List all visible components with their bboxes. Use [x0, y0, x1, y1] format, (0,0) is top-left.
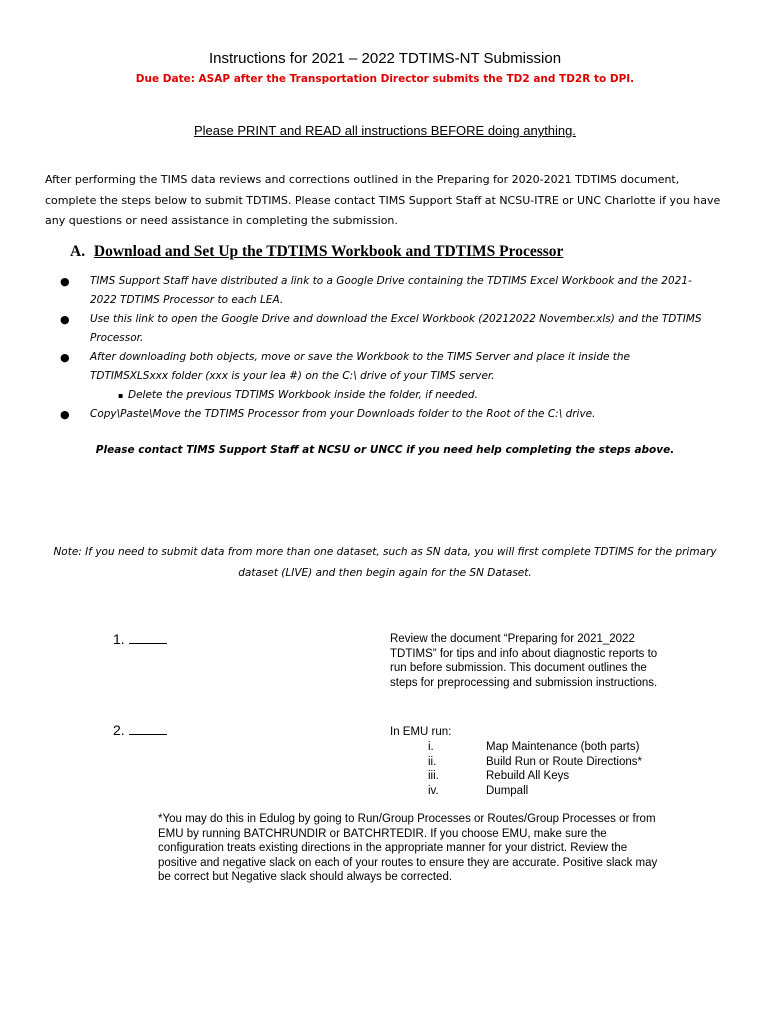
- bullet-icon: ●: [60, 275, 70, 288]
- step-2-text: In EMU run:: [390, 726, 452, 738]
- emu-run-list: [390, 740, 690, 798]
- list-item: ● Use this link to open the Google Drive and download the Excel Workbook (20212022 November.xls) and the TDTIMS Processor.: [60, 310, 710, 348]
- list-item: iv. Dumpall: [428, 784, 529, 797]
- list-item: ● Copy\Paste\Move the TDTIMS Processor from your Downloads folder to the Root of the C:\ drive.: [60, 405, 710, 424]
- step-1-text: Review the document “Preparing for 2021_2022 TDTIMS” for tips and info about diagnostic reports to run before submission. This document outlines the steps for preprocessing and submission instructions.: [390, 633, 658, 689]
- bullet-icon: ●: [60, 313, 70, 326]
- checkbox-blank-line: [129, 723, 167, 735]
- print-note: Please PRINT and READ all instructions BEFORE doing anything.: [194, 123, 576, 138]
- bullet-icon: ●: [60, 351, 70, 364]
- dataset-note: Note: If you need to submit data from more than one dataset, such as SN data, you will first complete TDTIMS for the primary dataset (LIVE) and then begin again for the SN Dataset.: [53, 546, 717, 579]
- checkbox-blank-line: [129, 632, 167, 644]
- section-letter: A.: [70, 243, 86, 260]
- square-bullet-icon: ▪: [118, 391, 124, 400]
- footnote: *You may do this in Edulog by going to Run/Group Processes or Routes/Group Processes or from EMU by running BATCHRUNDIR or BATCHRTEDIR. If you choose EMU, make sure the configuration treats existing directions in the appropriate manner for your district. Review the positive and negative slack on each of your routes to ensure they are accurate. Positive slack may be correct but Negative slack should always be corrected.: [158, 813, 658, 883]
- list-item: ii. Build Run or Route Directions*: [428, 755, 642, 768]
- section-title: Download and Set Up the TDTIMS Workbook and TDTIMS Processor: [93, 243, 564, 260]
- contact-note: Please contact TIMS Support Staff at NCSU or UNCC if you need help completing the steps above.: [95, 444, 675, 456]
- section-a-bullets: [60, 272, 710, 424]
- list-item: ● After downloading both objects, move or save the Workbook to the TIMS Server and place it inside the TDTIMSXLSxxx folder (xxx is your lea #) on the C:\ drive of your TIMS server.: [60, 348, 710, 386]
- step-2-number: 2.: [113, 722, 167, 738]
- section-a-heading: [70, 243, 710, 261]
- document-title: Instructions for 2021 – 2022 TDTIMS-NT Submission: [208, 50, 562, 67]
- bullet-icon: ●: [60, 408, 70, 421]
- step-1-number: 1.: [113, 631, 167, 647]
- intro-paragraph: After performing the TIMS data reviews and corrections outlined in the Preparing for 2020-2021 TDTIMS document, complete the steps below to submit TDTIMS. Please contact TIMS Support Staff at NCSU-ITRE or UNC Charlotte if you have any questions or need assistance in completing the submission.: [45, 173, 721, 227]
- list-item: ● TIMS Support Staff have distributed a link to a Google Drive containing the TDTIMS Excel Workbook and the 2021-2022 TDTIMS Processor to each LEA.: [60, 272, 710, 310]
- list-item: i. Map Maintenance (both parts): [428, 741, 640, 753]
- list-item: iii. Rebuild All Keys: [428, 770, 570, 782]
- sub-list-item: ▪ Delete the previous TDTIMS Workbook inside the folder, if needed.: [60, 386, 710, 405]
- due-date: Due Date: ASAP after the Transportation Director submits the TD2 and TD2R to DPI.: [135, 73, 635, 85]
